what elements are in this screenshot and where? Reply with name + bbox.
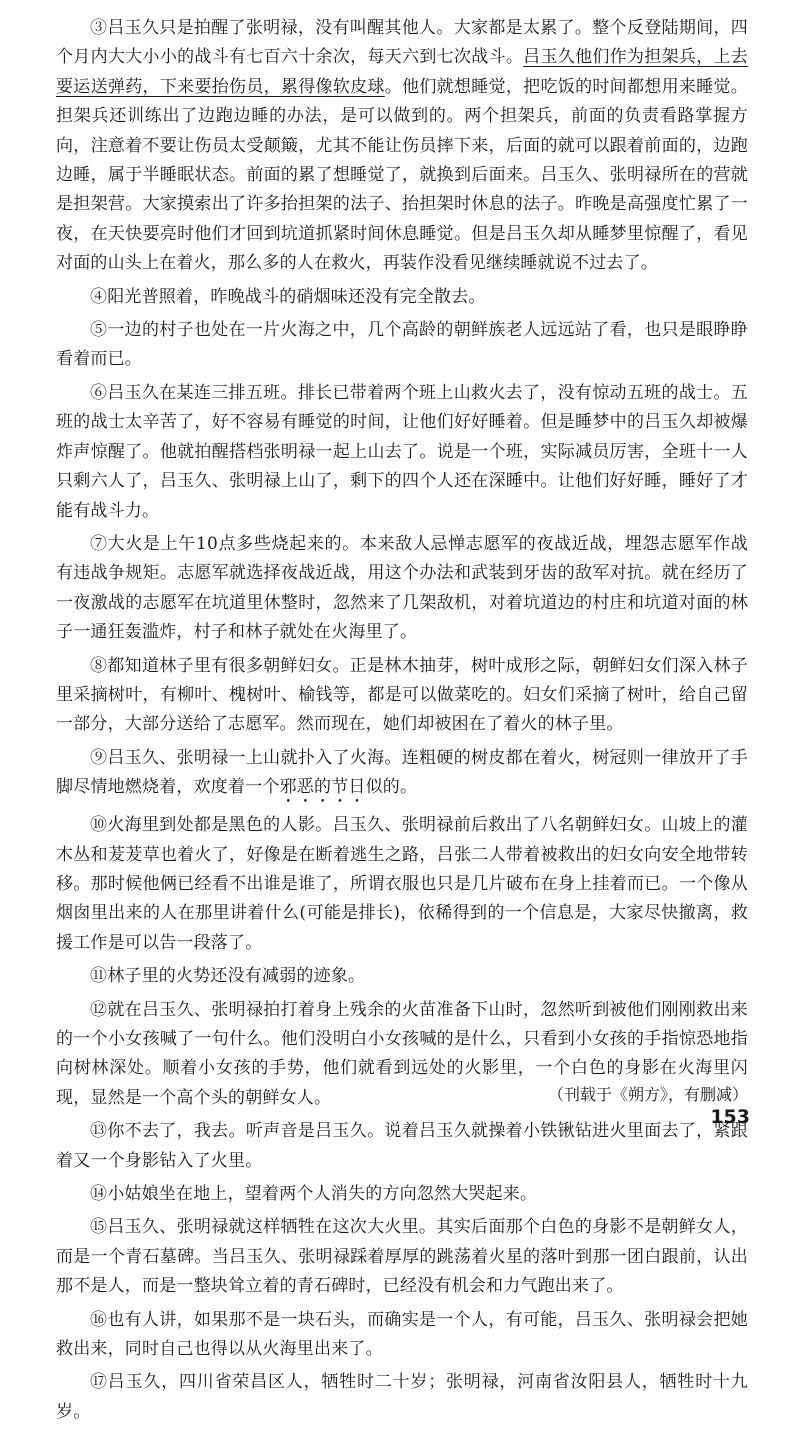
paragraph-10: ⑩火海里到处都是黑色的人影。吕玉久、张明禄前后救出了八名朝鲜妇女。山坡上的灌木丛和茇茇草也着火了，好像是在断着逃生之路，吕张二人带着被救出的妇女向安全地带转移。那时候他俩已经看不出谁是谁了，所谓衣服也只是几片破布在身上挂着而已。一个像从烟囱里出来的人在那里讲着什么(可能是排长)，依稀得到的一个信息是，大家尽快撤离，救援工作是可以告一段落了。 — [56, 815, 748, 953]
source-note: （刊载于《朔方》，有删减） — [547, 1085, 748, 1104]
paragraph-6: ⑥吕玉久在某连三排五班。排长已带着两个班上山救火去了，没有惊动五班的战士。五班的战士太辛苦了，好不容易有睡觉的时间，让他们好好睡着。但是睡梦中的吕玉久却被爆炸声惊醒了。他就拍醒搭档张明禄一起上山去了。说是一个班，实际减员厉害，全班十一人只剩六人了，吕玉久、张明禄上山了，剩下的四个人还在深睡中。让他们好好睡，睡好了才能有战斗力。 — [56, 382, 748, 521]
paragraph-9-dotted-text: 邪恶的节日 — [279, 777, 366, 798]
paragraph-11: ⑪林子里的火势还没有减弱的迹象。 — [90, 966, 366, 987]
paragraph-9-text-a: ⑨吕玉久、张明禄一上山就扑入了火海。连粗硬的树皮都在着火，树冠则一律放开了手脚尽情地燃烧着，欢度着一个 — [56, 747, 748, 798]
paragraph-9-text-b: 似的。 — [365, 777, 418, 798]
paragraph-14: ⑭小姑娘坐在地上，望着两个人消失的方向忽然大哭起来。 — [90, 1184, 538, 1205]
paragraph-13: ⑬你不去了，我去。听声音是吕玉久。说着吕玉久就操着小铁锹钻进火里面去了，紧跟着又一个身影钻入了火里。 — [56, 1121, 748, 1171]
paragraph-9 — [56, 744, 748, 807]
page-number: 153 — [710, 1106, 750, 1128]
paragraph-17: ⑰吕玉久，四川省荣昌区人，牺牲时二十岁；张明禄，河南省汝阳县人，牺牲时十九岁。 — [56, 1372, 748, 1422]
paragraph-12: ⑫就在吕玉久、张明禄拍打着身上残余的火苗准备下山时，忽然听到被他们刚刚救出来的一个小女孩喊了一句什么。他们没明白小女孩喊的是什么，只看到小女孩的手指惊恐地指向树林深处。顺着小女孩的手势，他们就看到远处的火影里，一个白色的身影在火海里闪现，显然是一个高个头的朝鲜女人。 — [56, 999, 748, 1108]
article-body — [56, 14, 748, 1431]
paragraph-16: ⑯也有人讲，如果那不是一块石头，而确实是一个人，有可能，吕玉久、张明禄会把她救出来，同时自己也得以从火海里出来了。 — [56, 1309, 748, 1360]
paragraph-3 — [56, 14, 748, 279]
paragraph-7: ⑦大火是上午10点多些烧起来的。本来敌人忌惮志愿军的夜战近战，埋怨志愿军作战有违战争规矩。志愿军就选择夜战近战，用这个办法和武装到牙齿的敌军对抗。就在经历了一夜激战的志愿军在坑道里休整时，忽然来了几架敌机，对着坑道边的村庄和坑道对面的林子一通狂轰滥炸，村子和林子就处在火海里了。 — [56, 533, 748, 643]
paragraph-4: ④阳光普照着，昨晚战斗的硝烟味还没有完全散去。 — [90, 286, 486, 307]
paragraph-8: ⑧都知道林子里有很多朝鲜妇女。正是林木抽芽，树叶成形之际，朝鲜妇女们深入林子里采摘树叶，有柳叶、槐树叶、榆钱等，都是可以做菜吃的。妇女们采摘了树叶，给自己留一部分，大部分送给了志愿军。然而现在，她们却被困在了着火的林子里。 — [56, 655, 748, 735]
paragraph-3-text-b: 。他们就想睡觉，把吃饭的时间都想用来睡觉。担架兵还训练出了边跑边睡的办法，是可以做到的。两个担架兵，前面的负责看路掌握方向，注意着不要让伤员太受颠簸，尤其不能让伤员摔下来，后面的就可以跟着前面的，边跑边睡，属于半睡眠状态。前面的累了想睡觉了，就换到后面来。吕玉久、张明禄所在的营就是担架营。大家摸索出了许多抬担架的法子、抬担架时休息的法子。昨晚是高强度忙累了一夜，在天快要亮时他们才回到坑道抓紧时间休息睡觉。但是吕玉久却从睡梦里惊醒了，看见对面的山头上在着火，那么多的人在救火，再装作没看见继续睡就说不过去了。 — [56, 76, 748, 274]
paragraph-3-underlined-text: 吕玉久他们作为担架兵，上去要运送弹药，下来要抬伤员，累得像软皮球 — [56, 47, 748, 97]
paragraph-5: ⑤一边的村子也处在一片火海之中，几个高龄的朝鲜族老人远远站了看，也只是眼睁睁看着而已。 — [56, 320, 748, 370]
paragraph-15: ⑮吕玉久、张明禄就这样牺牲在这次大火里。其实后面那个白色的身影不是朝鲜女人，而是一个青石墓碑。当吕玉久、张明禄踩着厚厚的跳荡着火星的落叶到那一团白跟前，认出那不是人，而是一整块耸立着的青石碑时，已经没有机会和力气跑出来了。 — [56, 1217, 748, 1297]
paragraph-3-text-a: ③吕玉久只是拍醒了张明禄，没有叫醒其他人。大家都是太累了。整个反登陆期间，四个月内大大小小的战斗有七百六十余次，每天六到七次战斗。 — [56, 18, 748, 68]
